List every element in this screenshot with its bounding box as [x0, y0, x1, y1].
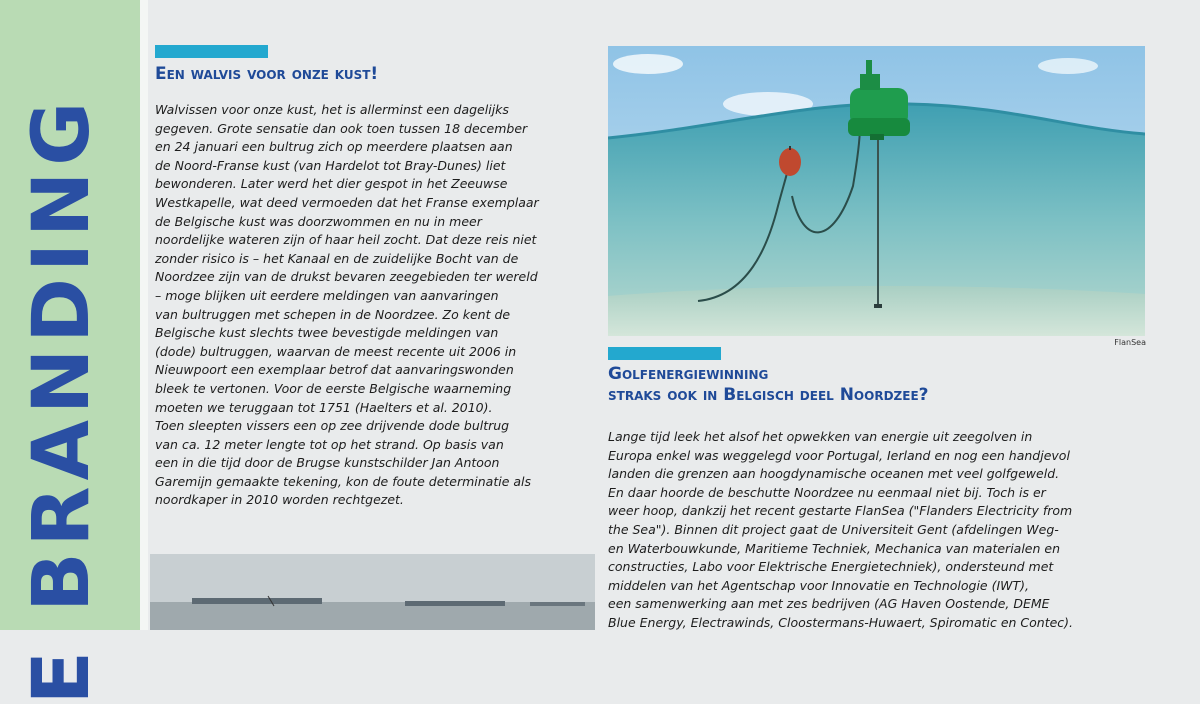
sea-ships-photo — [150, 554, 595, 630]
article1-body-line: en 24 januari een bultrug zich op meerdere plaatsen aan — [155, 139, 513, 155]
article1-body-line: de Belgische kust was doorzwommen en nu in meer — [155, 213, 482, 229]
article2-body-line: the Sea"). Binnen dit project gaat de Universiteit Gent (afdelingen Weg- — [608, 521, 1059, 537]
article1-body-line: zonder risico is – het Kanaal en de zuidelijke Bocht van de — [155, 250, 519, 266]
article2-title-line1: Golfenergiewinning — [608, 364, 769, 384]
article2-body-line: Lange tijd leek het alsof het opwekken van energie uit zeegolven in — [608, 429, 1033, 444]
article1-body-line: Noordzee zijn van de drukst bevaren zeegebieden ter wereld — [155, 269, 538, 285]
article2-title-line2: straks ook in Belgisch deel Noordzee? — [608, 385, 929, 405]
article1-body-line: Garemijn gemaakte tekening, kon de foute determinatie als — [155, 473, 532, 489]
article1-body-line: Belgische kust slechts twee bevestigde meldingen van — [155, 325, 499, 341]
article2-body-line: weer hoop, dankzij het recent gestarte FlanSea ("Flanders Electricity from — [608, 503, 1073, 519]
article2-body-line: En daar hoorde de beschutte Noordzee nu eenmaal niet bij. Toch is er — [608, 484, 1046, 500]
article1-body-line: van bultruggen met schepen in de Noordzee. Zo kent de — [155, 306, 511, 322]
article1-body-line: Nieuwpoort een exemplaar betrof dat aanvaringswonden — [155, 362, 514, 378]
figure1-credit: FlanSea — [1114, 338, 1146, 347]
article1-accent-bar — [155, 45, 268, 58]
buoy-illustration-svg — [608, 46, 1145, 336]
article2-accent-bar — [608, 347, 721, 360]
article1-body-line: – moge blijken uit eerdere meldingen van aanvaringen — [155, 287, 499, 303]
article1-body — [155, 101, 539, 510]
article1-body-line: van ca. 12 meter lengte tot op het strand. Op basis van — [155, 436, 504, 452]
article1-body-line: bleek te vertonen. Voor de eerste Belgische waarneming — [155, 380, 512, 396]
article1-title: Een walvis voor onze kust! — [155, 64, 379, 84]
article1-body-line: noordelijke wateren zijn of haar heil zocht. Dat deze reis niet — [155, 232, 537, 248]
article2-body-line: een samenwerking aan met zes bedrijven (AG Haven Oostende, DEME — [608, 596, 1050, 612]
article2-body-line: constructies, Labo voor Elektrische Energietechniek), ondersteund met — [608, 559, 1054, 575]
article1-body-line: noordkaper in 2010 worden rechtgezet. — [155, 492, 404, 508]
wave-energy-buoy-illustration — [608, 46, 1145, 336]
article1-body-line: moeten we teruggaan tot 1751 (Haelters et al. 2010). — [155, 399, 493, 415]
article1-body-line: Toen sleepten vissers een op zee drijvende dode bultrug — [155, 418, 510, 434]
article1-body-line: bewonderen. Later werd het dier gespot in het Zeeuwse — [155, 176, 508, 192]
sidebar-title: E BRANDING — [17, 95, 107, 704]
article2-body-line: middelen van het Agentschap voor Innovatie en Technologie (IWT), — [608, 577, 1029, 593]
sidebar-divider — [140, 0, 148, 630]
sidebar-band — [0, 0, 140, 704]
article2-body-line: Europa enkel was weggelegd voor Portugal, Ierland en nog een handjevol — [608, 447, 1070, 463]
article1-body-line: een in die tijd door de Brugse kunstschilder Jan Antoon — [155, 455, 500, 471]
article1-body-line: de Noord-Franse kust (van Hardelot tot Bray-Dunes) liet — [155, 157, 506, 173]
article2-body — [608, 428, 1073, 633]
article1-body-line: Westkapelle, wat deed vermoeden dat het Franse exemplaar — [155, 194, 539, 210]
article2-body-line: landen die grenzen aan hoogdynamische oceanen met veel golfgeweld. — [608, 466, 1060, 482]
article1-body-line: (dode) bultruggen, waarvan de meest recente uit 2006 in — [155, 343, 517, 359]
article2-body-line: en Waterbouwkunde, Maritieme Techniek, Mechanica van materialen en — [608, 540, 1061, 556]
article1-body-line: gegeven. Grote sensatie dan ook toen tussen 18 december — [155, 120, 528, 136]
article1-body-line: Walvissen voor onze kust, het is allerminst een dagelijks — [155, 102, 509, 117]
article2-body-line: Blue Energy, Electrawinds, Cloostermans-Huwaert, Spiromatic en Contec). — [608, 614, 1074, 630]
sea-photo-svg — [150, 554, 595, 630]
